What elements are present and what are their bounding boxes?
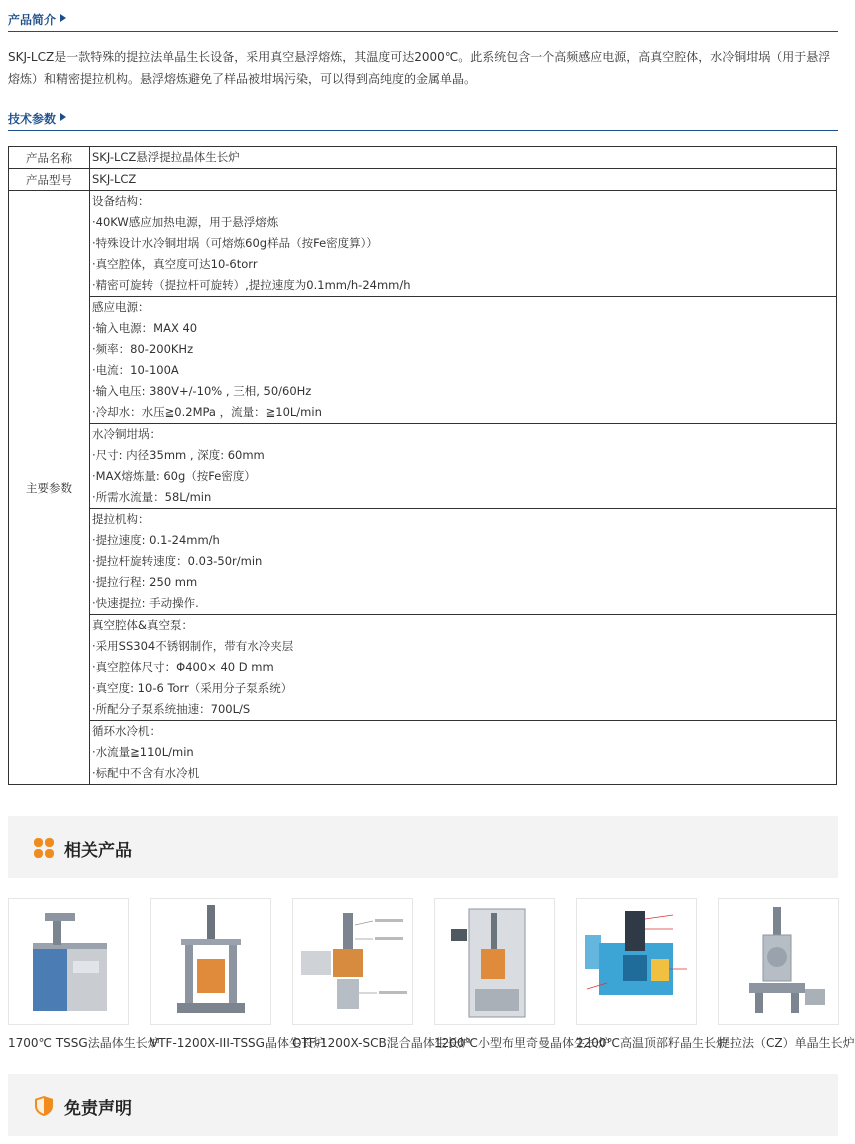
clover-icon — [34, 838, 54, 858]
table-row — [9, 721, 837, 785]
play-arrow-icon — [60, 14, 66, 22]
group-line: ·真空腔体，真空度可达10-6torr — [92, 257, 258, 271]
product-thumbnail[interactable] — [150, 898, 271, 1025]
group-line: ·提拉行程: 250 mm — [92, 575, 198, 589]
group-heading: 真空腔体&真空泵： — [92, 618, 193, 632]
group-line: ·真空度: 10-6 Torr（采用分子泵系统） — [92, 681, 293, 695]
group-line: ·MAX熔炼量: 60g（按Fe密度） — [92, 469, 256, 483]
param-group-pulling — [90, 509, 837, 615]
group-heading: 提拉机构： — [92, 512, 150, 526]
product-name[interactable]: VTF-1200X-III-TSSG晶体生长炉 — [150, 1036, 325, 1050]
group-line: ·输入电源：MAX 40 — [92, 321, 198, 335]
group-line: ·提拉速度: 0.1-24mm/h — [92, 533, 220, 547]
product-thumbnail[interactable] — [8, 898, 129, 1025]
product-card[interactable] — [150, 898, 325, 1051]
params-section-header — [8, 105, 838, 131]
group-line: ·提拉杆旋转速度：0.03-50r/min — [92, 554, 263, 568]
group-heading: 循环水冷机： — [92, 724, 161, 738]
play-arrow-icon — [60, 113, 66, 121]
param-group-vacuum — [90, 615, 837, 721]
group-line: ·水流量≧110L/min — [92, 745, 194, 759]
group-line: ·频率：80-200KHz — [92, 342, 194, 356]
group-line: ·标配中不含有水冷机 — [92, 766, 200, 780]
group-heading: 设备结构： — [92, 194, 150, 208]
group-line: ·真空腔体尺寸：Φ400× 40 D mm — [92, 660, 274, 674]
group-line: ·40KW感应加热电源，用于悬浮熔炼 — [92, 215, 279, 229]
table-row — [9, 297, 837, 424]
group-line: ·尺寸: 内径35mm , 深度: 60mm — [92, 448, 265, 462]
product-thumbnail[interactable] — [292, 898, 413, 1025]
param-label: 产品名称 — [9, 147, 90, 169]
product-intro-text: SKJ-LCZ是一款特殊的提拉法单晶生长设备，采用真空悬浮熔炼，其温度可达2000℃。此系统包含一个高频感应电源，高真空腔体，水冷铜坩埚（用于悬浮熔炼）和精密提拉机构。悬浮熔炼避免了样品被坩埚污染，可以得到高纯度的金属单晶。 — [8, 50, 831, 86]
product-thumbnail[interactable] — [576, 898, 697, 1025]
group-line: ·所配分子泵系统抽速：700L/S — [92, 702, 251, 716]
param-group-power — [90, 297, 837, 424]
product-name[interactable]: 提拉法（CZ）单晶生长炉 — [718, 1036, 855, 1050]
param-group-chiller — [90, 721, 837, 785]
product-card[interactable] — [8, 898, 160, 1051]
group-line: ·快速提拉: 手动操作. — [92, 596, 199, 610]
product-name[interactable]: OTF-1200X-SCB混合晶体生长炉 — [292, 1036, 471, 1050]
product-card[interactable] — [576, 898, 729, 1051]
group-line: ·特殊设计水冷铜坩埚（可熔炼60g样品（按Fe密度算）） — [92, 236, 378, 250]
param-label: 产品型号 — [9, 169, 90, 191]
group-heading: 感应电源： — [92, 300, 150, 314]
group-line: ·冷却水：水压≧0.2MPa ，流量：≧10L/min — [92, 405, 322, 419]
group-line: ·输入电压: 380V+/-10% , 三相, 50/60Hz — [92, 384, 312, 398]
group-line: ·采用SS304不锈钢制作，带有水冷夹层 — [92, 639, 294, 653]
table-row — [9, 191, 837, 297]
product-thumbnail[interactable] — [718, 898, 839, 1025]
params-section-title: 技术参数 — [8, 112, 57, 126]
shield-icon — [34, 1096, 54, 1116]
param-group-crucible — [90, 424, 837, 509]
related-products-list — [8, 898, 855, 1058]
product-thumbnail[interactable] — [434, 898, 555, 1025]
intro-section-title: 产品简介 — [8, 13, 57, 27]
product-name[interactable]: 1200℃小型布里奇曼晶体生长炉 — [434, 1036, 611, 1050]
table-row — [9, 147, 837, 169]
param-group-structure — [90, 191, 837, 297]
product-name[interactable]: 2200℃高温顶部籽晶生长炉 — [576, 1036, 729, 1050]
group-line: ·精密可旋转（提拉杆可旋转）,提拉速度为0.1mm/h-24mm/h — [92, 278, 411, 292]
param-value: SKJ-LCZ — [90, 169, 837, 191]
related-products-header — [8, 816, 838, 878]
main-params-label: 主要参数 — [9, 191, 90, 785]
table-row — [9, 615, 837, 721]
group-heading: 水冷铜坩埚： — [92, 427, 161, 441]
group-line: ·电流：10-100A — [92, 363, 179, 377]
disclaimer-title: 免责声明 — [64, 1099, 132, 1119]
product-name[interactable]: 1700℃ TSSG法晶体生长炉 — [8, 1036, 160, 1050]
table-row — [9, 424, 837, 509]
product-card[interactable] — [292, 898, 471, 1051]
param-value: SKJ-LCZ悬浮提拉晶体生长炉 — [90, 147, 837, 169]
disclaimer-header — [8, 1074, 838, 1136]
params-table — [8, 146, 837, 785]
table-row — [9, 509, 837, 615]
product-card[interactable] — [718, 898, 855, 1051]
intro-section-header — [8, 6, 838, 32]
product-card[interactable] — [434, 898, 611, 1051]
table-row — [9, 169, 837, 191]
group-line: ·所需水流量：58L/min — [92, 490, 212, 504]
related-products-title: 相关产品 — [64, 841, 132, 861]
